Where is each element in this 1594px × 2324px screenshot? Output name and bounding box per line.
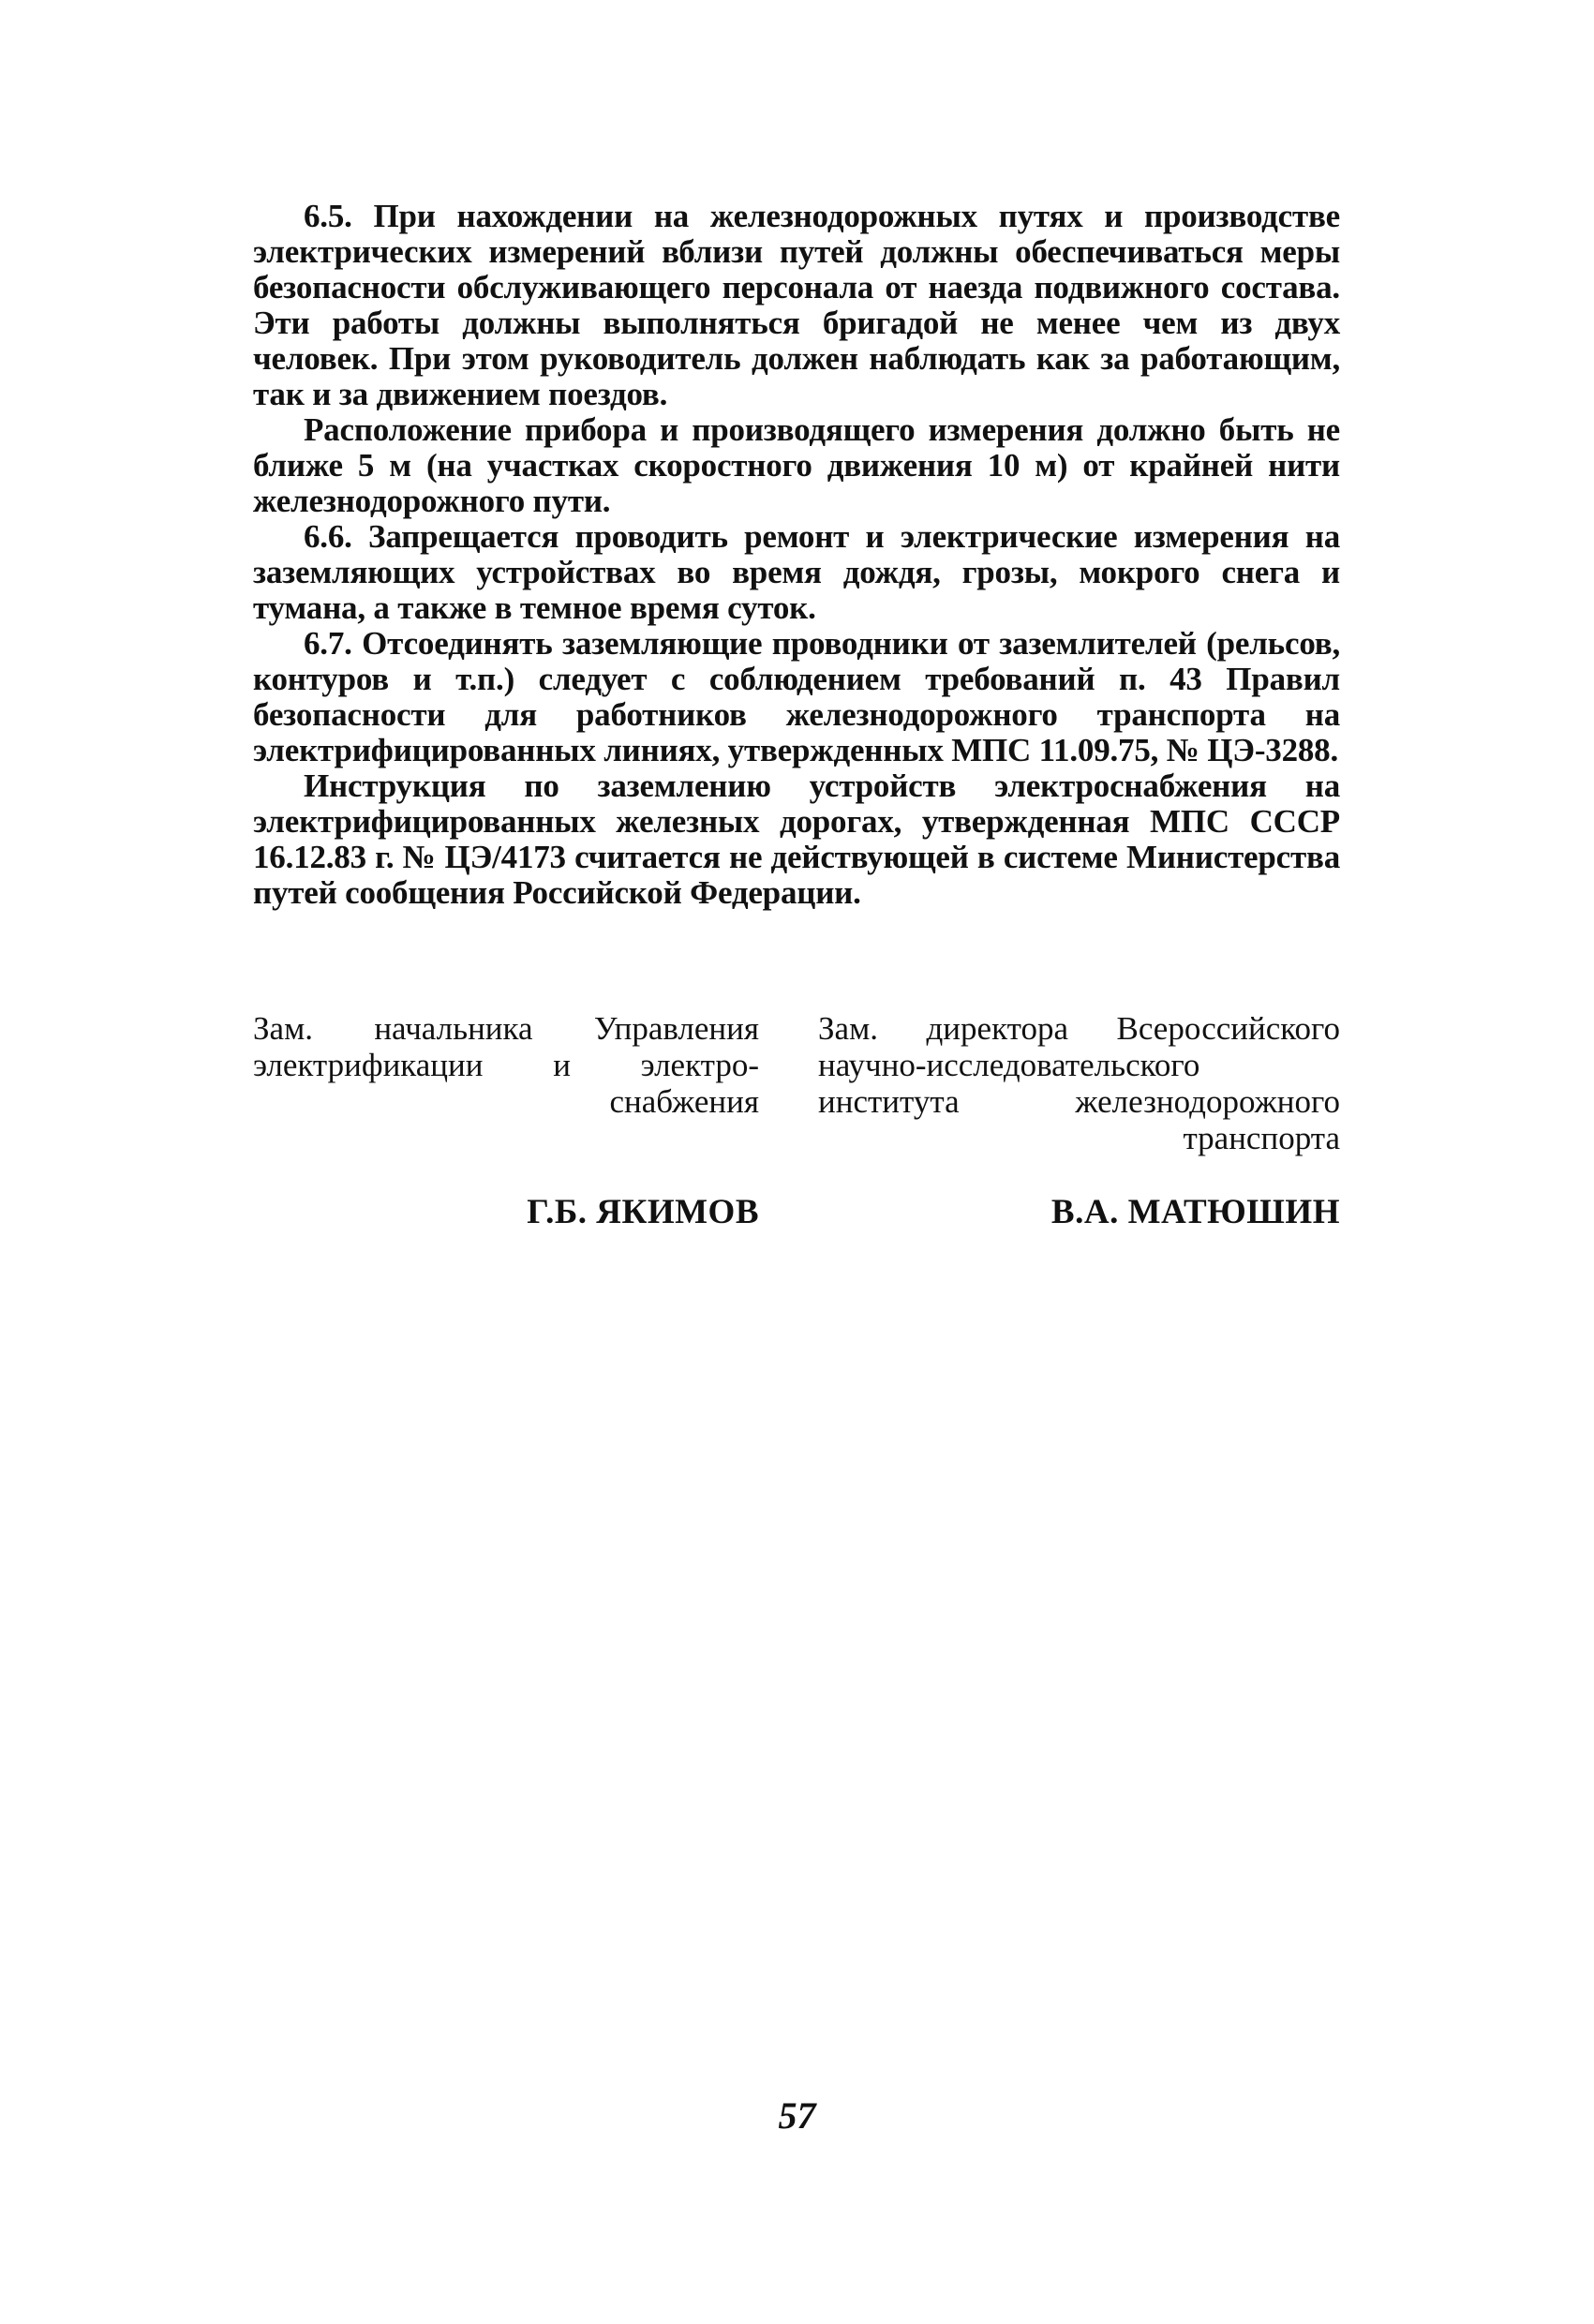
signature-right-name: В.А. МАТЮШИН — [1050, 1193, 1340, 1231]
signature-left — [253, 1010, 759, 1231]
paragraph-6-5: 6.5. При нахождении на железнодорожных путях и производстве электрических измерений вблизи путей должны обеспечиваться меры безопасности обслуживающего персонала от наезда подвижного состава. Эти работы должны выполняться бригадой не менее чем из двух человек. При этом руководитель должен наблюдать как за работающим, так и за движением поездов. — [253, 198, 1340, 412]
signature-left-title: Зам. начальника Управления электрификации и электроснабжения — [253, 1010, 759, 1120]
paragraph-6-6: 6.6. Запрещается проводить ремонт и электрические измерения на заземляющих устройствах во время дождя, грозы, мокрого снега и тумана, а также в темное время суток. — [253, 518, 1340, 626]
signature-right — [818, 1010, 1340, 1231]
signature-left-name: Г.Б. ЯКИМОВ — [527, 1193, 759, 1231]
signature-block — [253, 1010, 1340, 1235]
paragraph-device-location: Расположение прибора и производящего измерения должно быть не ближе 5 м (на участках скоростного движения 10 м) от крайней нити железнодорожного пути. — [253, 411, 1340, 519]
body-text — [253, 199, 1340, 911]
signature-right-title: Зам. директора Всероссийского научно-исследовательского института железнодорожного транспорта — [818, 1010, 1340, 1156]
page-number: 57 — [778, 2094, 816, 2137]
paragraph-instruction-status: Инструкция по заземлению устройств электроснабжения на электрифицированных железных дорогах, утвержденная МПС СССР 16.12.83 г. № ЦЭ/4173 считается не действующей в системе Министерства путей сообщения Российской Федерации. — [253, 767, 1340, 911]
paragraph-6-7: 6.7. Отсоединять заземляющие проводники от заземлителей (рельсов, контуров и т.п.) следует с соблюдением требований п. 43 Правил безопасности для работников железнодорожного транспорта на электрифицированных линиях, утвержденных МПС 11.09.75, № ЦЭ-3288. — [253, 625, 1340, 768]
